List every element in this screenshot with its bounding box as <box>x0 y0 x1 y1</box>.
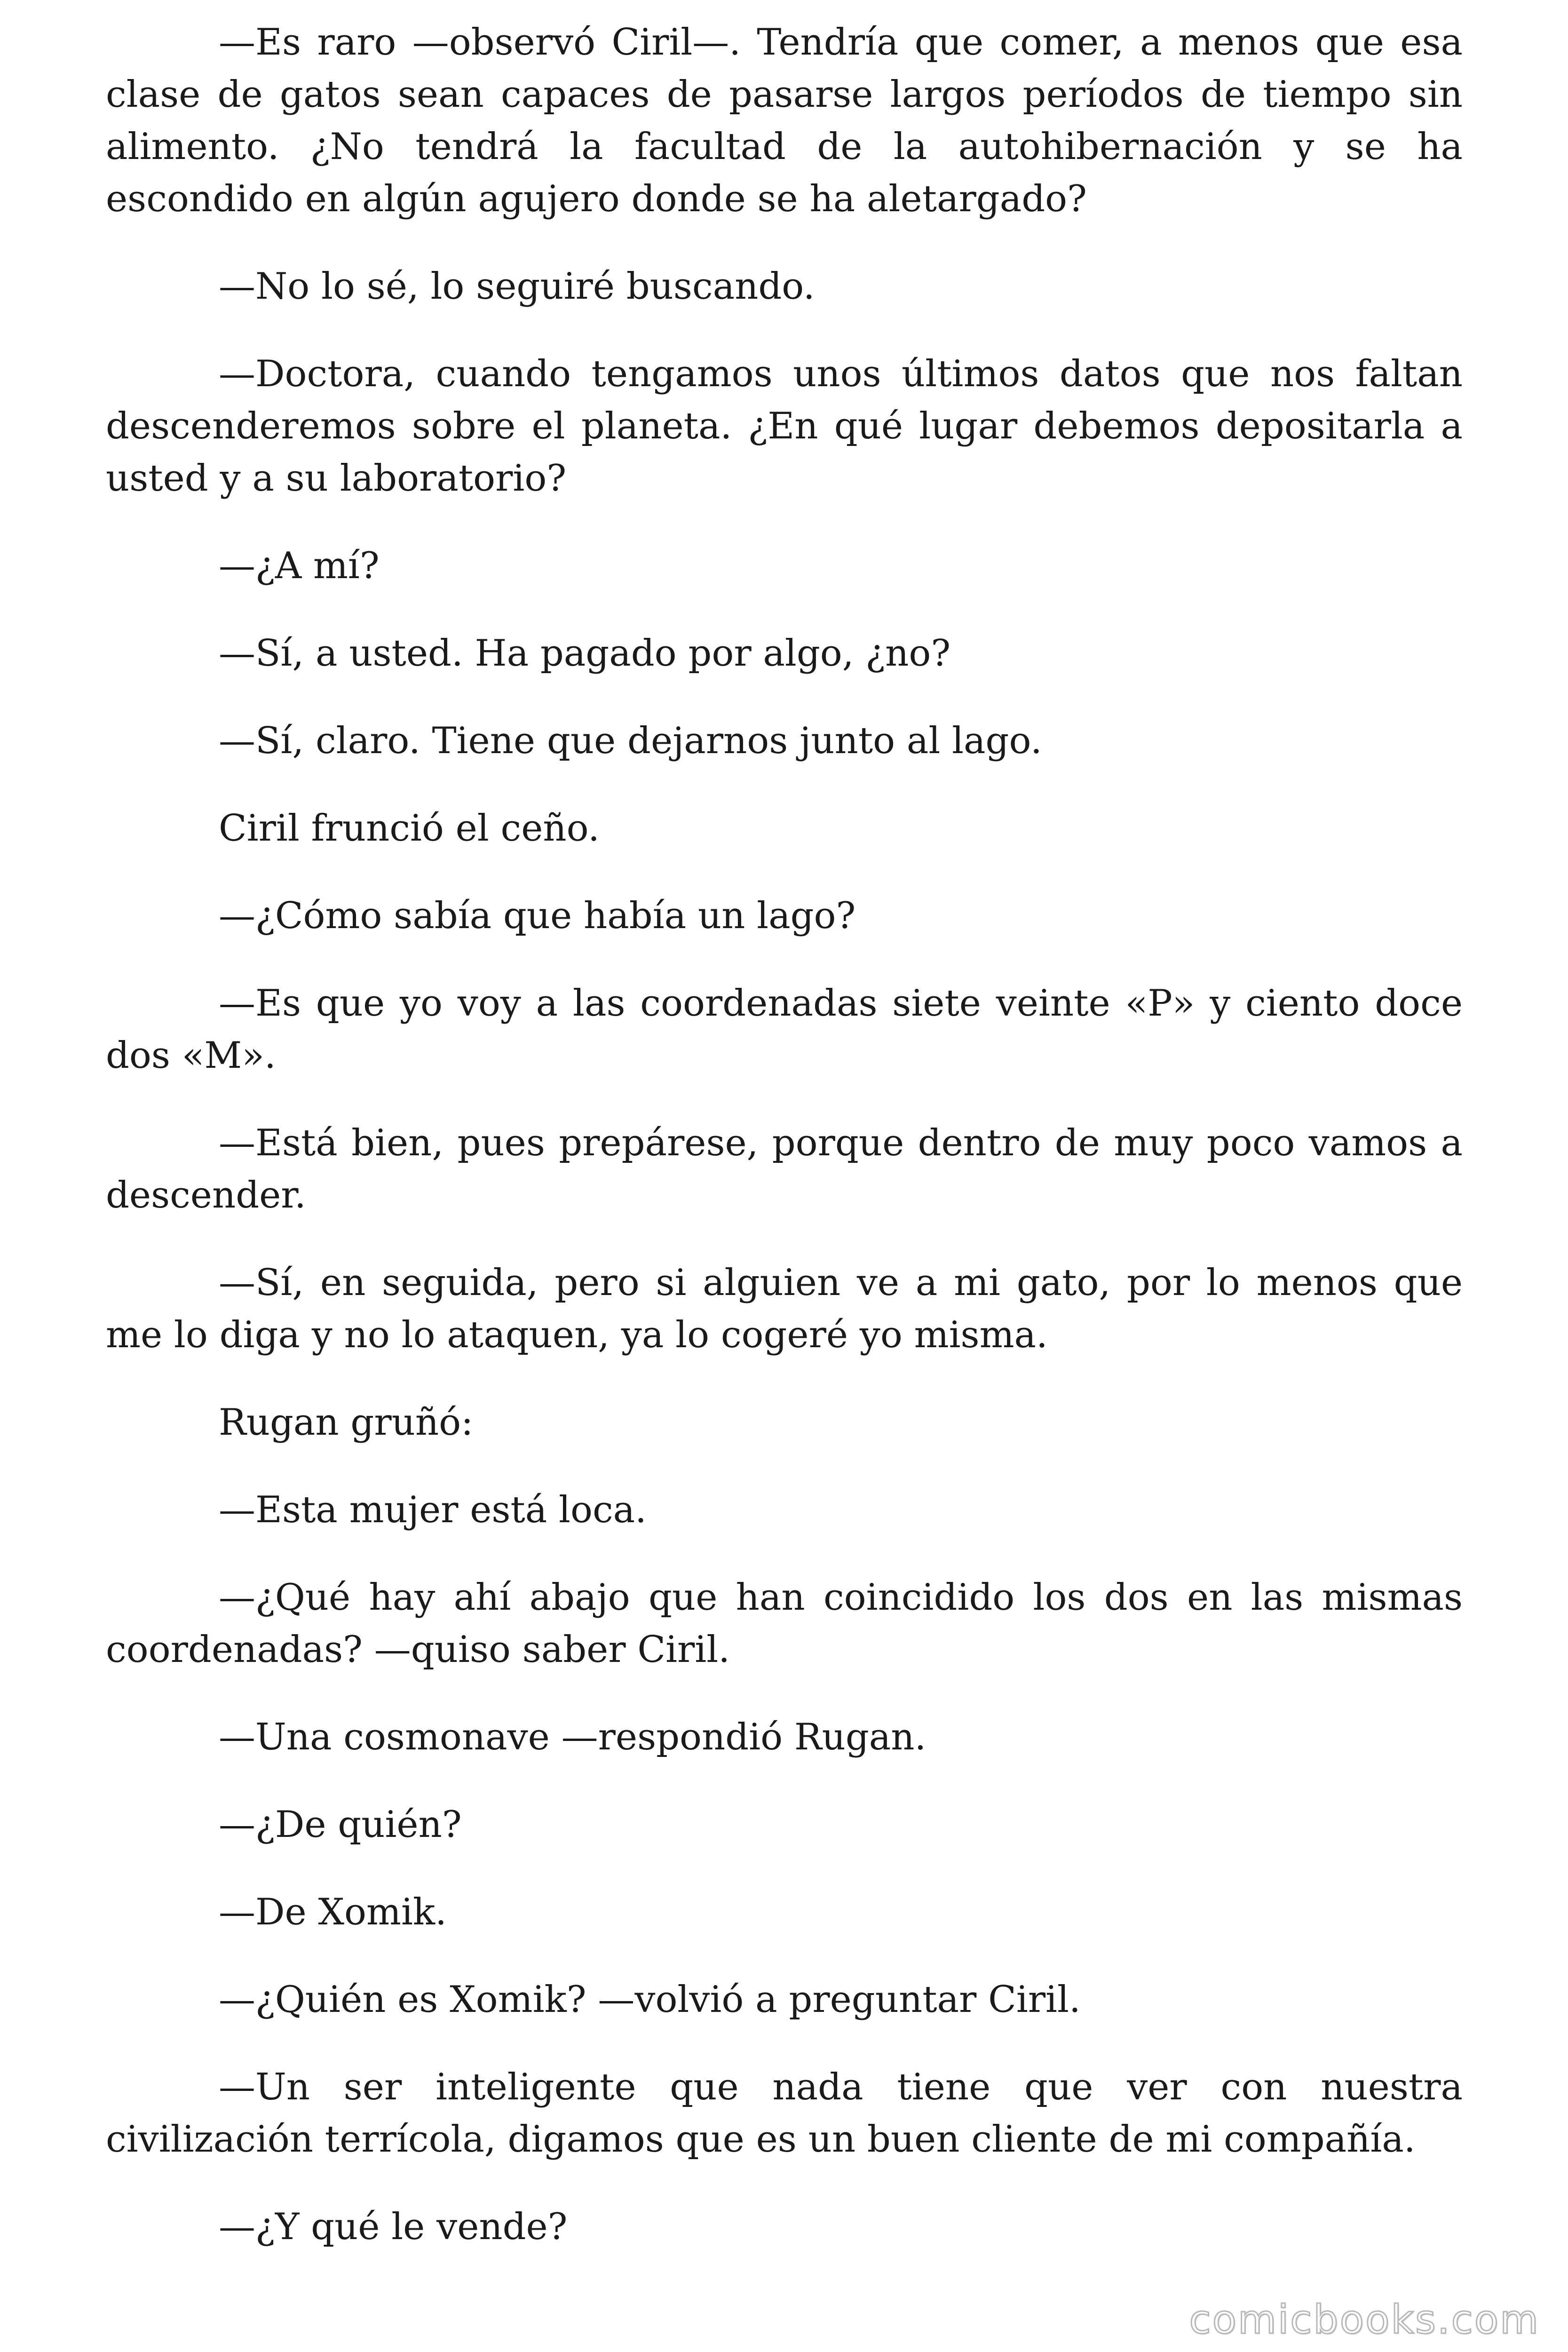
paragraph: —¿Cómo sabía que había un lago? <box>219 895 856 937</box>
book-page <box>106 16 1463 2312</box>
paragraph: —Sí, a usted. Ha pagado por algo, ¿no? <box>219 632 951 675</box>
paragraph: —¿Y qué le vende? <box>219 2206 568 2248</box>
paragraph: —¿De quién? <box>219 1804 462 1846</box>
paragraph: Rugan gruñó: <box>219 1401 474 1444</box>
paragraph: —De Xomik. <box>219 1891 447 1933</box>
paragraph: —¿Qué hay ahí abajo que han coincidido los dos en las mismas coordenadas? —quiso saber Ciril. <box>106 1576 1463 1671</box>
paragraph: —¿Quién es Xomik? —volvió a preguntar Ciril. <box>219 1979 1081 2021</box>
paragraph: —Es raro —observó Ciril—. Tendría que comer, a menos que esa clase de gatos sean capaces de pasarse largos períodos de tiempo sin alimento. ¿No tendrá la facultad de la autohibernación y se ha escondido en algún agujero donde se ha aletargado? <box>106 21 1463 220</box>
paragraph: —No lo sé, lo seguiré buscando. <box>219 265 815 308</box>
paragraph: —Está bien, pues prepárese, porque dentro de muy poco vamos a descender. <box>106 1122 1463 1216</box>
paragraph: —Un ser inteligente que nada tiene que ver con nuestra civilización terrícola, digamos que es un buen cliente de mi compañía. <box>106 2066 1463 2161</box>
paragraph: —Sí, en seguida, pero si alguien ve a mi gato, por lo menos que me lo diga y no lo ataquen, ya lo cogeré yo misma. <box>106 1262 1463 1356</box>
paragraph: —¿A mí? <box>219 545 380 587</box>
paragraph: —Es que yo voy a las coordenadas siete veinte «P» y ciento doce dos «M». <box>106 982 1463 1077</box>
paragraph: —Una cosmonave —respondió Rugan. <box>219 1716 927 1758</box>
paragraph: —Sí, claro. Tiene que dejarnos junto al lago. <box>219 720 1042 762</box>
paragraph: Ciril frunció el ceño. <box>219 807 600 850</box>
paragraph: —Esta mujer está loca. <box>219 1489 647 1531</box>
paragraph: —Doctora, cuando tengamos unos últimos datos que nos faltan descenderemos sobre el planeta. ¿En qué lugar debemos depositarla a usted y a su laboratorio? <box>106 353 1463 500</box>
watermark-logo: comicbooks.com <box>1189 2296 1540 2343</box>
